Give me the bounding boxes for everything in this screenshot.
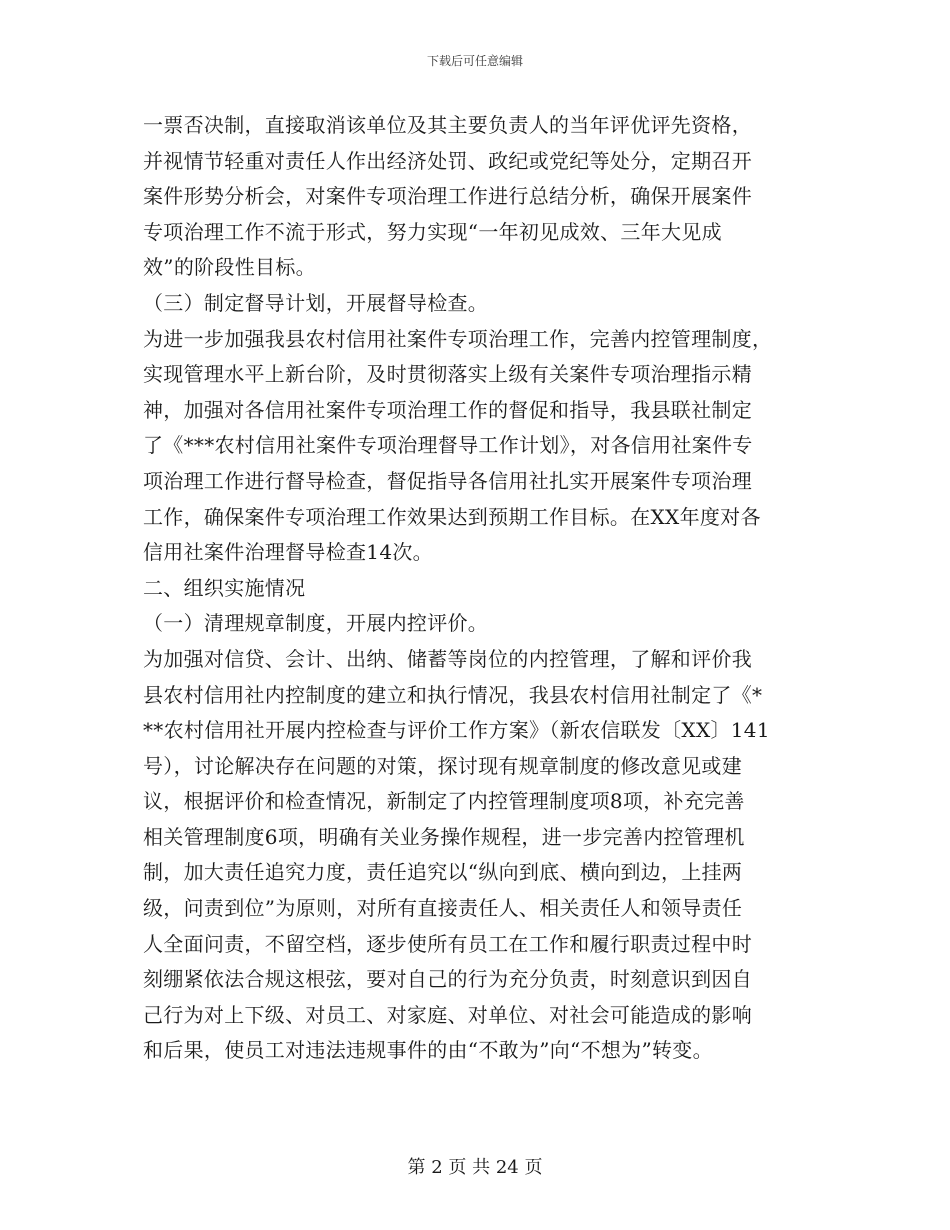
text-line: 项治理工作进行督导检查，督促指导各信用社扎实开展案件专项治理 (143, 468, 752, 493)
text-line: 相关管理制度6项，明确有关业务操作规程，进一步完善内控管理机 (143, 824, 745, 849)
section-heading: （三）制定督导计划，开展督导检查。 (143, 290, 489, 315)
text-line: 为加强对信贷、会计、出纳、储蓄等岗位的内控管理，了解和评价我 (143, 646, 752, 671)
text-line: 和后果，使员工对违法违规事件的由“不敢为”向“不想为”转变。 (143, 1038, 713, 1063)
text-line: 号），讨论解决存在问题的对策，探讨现有规章制度的修改意见或建 (143, 753, 742, 778)
text-line: 工作，确保案件专项治理工作效果达到预期工作目标。在XX年度对各 (143, 504, 761, 529)
text-line: 制，加大责任追究力度，责任追究以“纵向到底、横向到边，上挂两 (143, 860, 743, 885)
text-line: 人全面问责，不留空档，逐步使所有员工在工作和履行职责过程中时 (143, 931, 752, 956)
text-line: 县农村信用社内控制度的建立和执行情况，我县农村信用社制定了《* (143, 682, 763, 707)
text-line: 效”的阶段性目标。 (143, 255, 316, 280)
text-line: 并视情节轻重对责任人作出经济处罚、政纪或党纪等处分，定期召开 (143, 148, 752, 173)
text-line: 己行为对上下级、对员工、对家庭、对单位、对社会可能造成的影响 (143, 1002, 752, 1027)
section-heading: （一）清理规章制度，开展内控评价。 (143, 611, 489, 636)
text-line: 专项治理工作不流于形式，努力实现“一年初见成效、三年大见成 (143, 219, 722, 244)
document-body (143, 108, 813, 1069)
text-line: 实现管理水平上新台阶，及时贯彻落实上级有关案件专项治理指示精 (143, 362, 752, 387)
text-line: 神，加强对各信用社案件专项治理工作的督促和指导，我县联社制定 (143, 397, 752, 422)
text-line: 议，根据评价和检查情况，新制定了内控管理制度项8项，补充完善 (143, 789, 745, 814)
text-line: 信用社案件治理督导检查14次。 (143, 540, 433, 565)
text-line: 刻绷紧依法合规这根弦，要对自己的行为充分负责，时刻意识到因自 (143, 967, 752, 992)
page-number: 第 2 页 共 24 页 (407, 1157, 543, 1178)
text-line: **农村信用社开展内控检查与评价工作方案》（新农信联发〔XX〕141 (143, 718, 770, 743)
section-heading: 二、组织实施情况 (143, 575, 306, 600)
text-line: 了《***农村信用社案件专项治理督导工作计划》，对各信用社案件专 (143, 433, 753, 458)
text-line: 级，问责到位”为原则，对所有直接责任人、相关责任人和领导责任 (143, 896, 743, 921)
text-line: 为进一步加强我县农村信用社案件专项治理工作，完善内控管理制度， (143, 326, 773, 351)
text-line: 一票否决制，直接取消该单位及其主要负责人的当年评优评先资格， (143, 113, 752, 137)
text-line: 案件形势分析会，对案件专项治理工作进行总结分析，确保开展案件 (143, 184, 752, 209)
page-header-note: 下载后可任意编辑 (426, 54, 523, 68)
